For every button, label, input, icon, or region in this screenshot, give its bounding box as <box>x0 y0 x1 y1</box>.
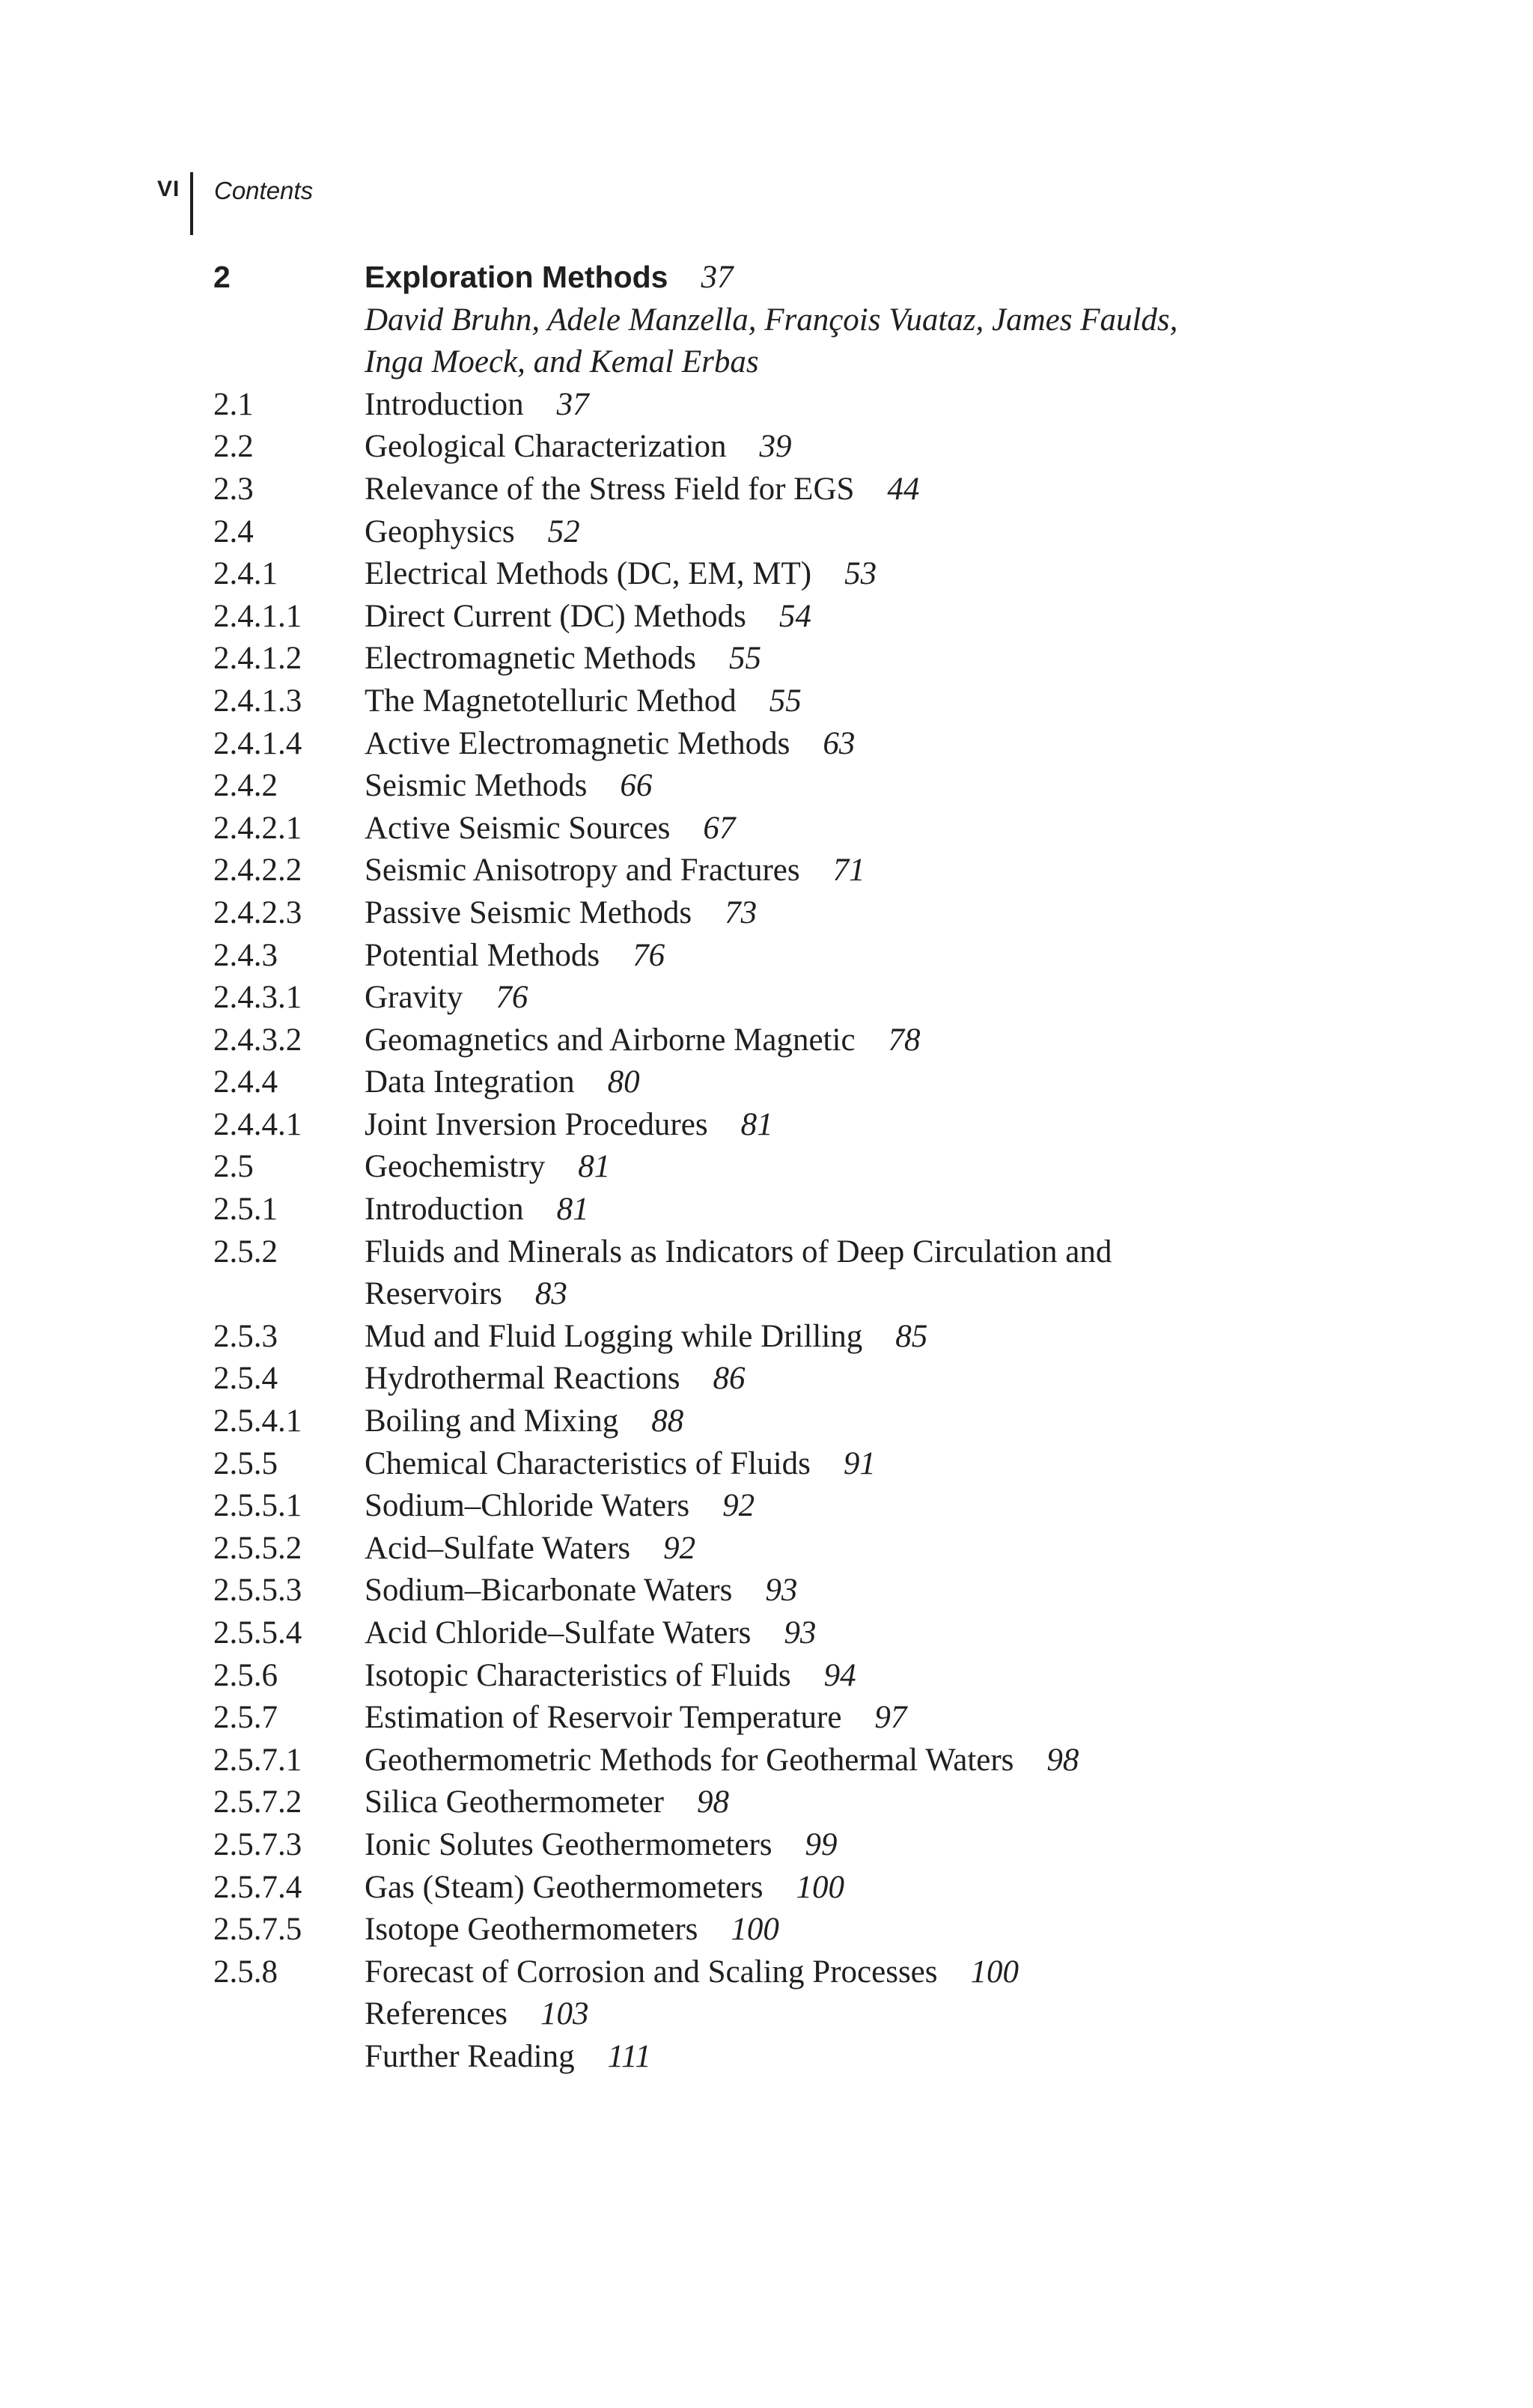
section-page: 76 <box>633 937 665 973</box>
section-title: Potential Methods <box>365 937 600 973</box>
section-line <box>365 977 1203 1019</box>
section-page: 53 <box>844 556 877 592</box>
section-number: 2.1 <box>213 386 254 422</box>
toc-entry[interactable] <box>213 1867 1261 1909</box>
section-line <box>365 1443 1203 1486</box>
toc-entry[interactable] <box>213 1316 1261 1359</box>
section-line <box>365 553 1203 596</box>
section-page: 52 <box>547 513 580 549</box>
header-divider <box>190 172 193 235</box>
section-line <box>365 935 1203 978</box>
section-page: 93 <box>765 1573 798 1609</box>
section-number: 2.4.1.1 <box>213 598 302 634</box>
section-line <box>365 1697 1203 1740</box>
toc-entry[interactable] <box>213 808 1261 850</box>
section-title: Chemical Characteristics of Fluids <box>365 1445 811 1481</box>
page-number: VI <box>157 177 180 201</box>
toc-entry[interactable] <box>213 1570 1261 1612</box>
section-line <box>365 1909 1203 1951</box>
section-number: 2.4.3.2 <box>213 1022 302 1058</box>
section-line <box>365 1316 1203 1359</box>
section-title: Sodium–Bicarbonate Waters <box>365 1573 733 1609</box>
section-title: Geological Characterization <box>365 429 727 465</box>
section-page: 111 <box>607 2038 651 2074</box>
section-line <box>365 1655 1203 1698</box>
section-page: 80 <box>607 1064 640 1100</box>
section-number: 2.5.5.3 <box>213 1573 302 1609</box>
toc-entry[interactable] <box>213 850 1261 892</box>
section-title: Acid Chloride–Sulfate Waters <box>365 1615 752 1650</box>
toc-entry[interactable] <box>213 1358 1261 1400</box>
section-title: Gravity <box>365 980 463 1016</box>
toc-entry[interactable] <box>213 1697 1261 1740</box>
section-title: Further Reading <box>365 2038 575 2074</box>
toc-entry[interactable] <box>213 596 1261 638</box>
section-title: Electrical Methods (DC, EM, MT) <box>365 556 812 592</box>
section-number: 2.4.1.3 <box>213 683 302 719</box>
toc-entry[interactable] <box>213 1612 1261 1655</box>
section-page: 55 <box>769 683 802 719</box>
section-page: 100 <box>731 1912 779 1948</box>
section-title: Boiling and Mixing <box>365 1403 619 1439</box>
section-page: 100 <box>796 1869 845 1905</box>
section-title: Relevance of the Stress Field for EGS <box>365 471 855 507</box>
section-line <box>365 469 1203 511</box>
section-number: 2.4.2.3 <box>213 894 302 930</box>
section-number: 2.5.3 <box>213 1318 278 1354</box>
section-number: 2.5.6 <box>213 1657 278 1693</box>
section-page: 66 <box>620 768 653 804</box>
section-number: 2.5 <box>213 1149 254 1185</box>
section-line <box>365 1485 1203 1528</box>
section-title: Data Integration <box>365 1064 575 1100</box>
section-title: Fluids and Minerals as Indicators of Deep Circulation and Reservoirs <box>365 1234 1112 1312</box>
section-number: 2.5.5.2 <box>213 1530 302 1566</box>
section-page: 54 <box>778 598 811 634</box>
section-line <box>365 1781 1203 1824</box>
toc-entry[interactable] <box>213 1061 1261 1104</box>
running-title: Contents <box>214 177 314 204</box>
section-title: Direct Current (DC) Methods <box>365 598 746 634</box>
section-title: Gas (Steam) Geothermometers <box>365 1869 764 1905</box>
section-title: Estimation of Reservoir Temperature <box>365 1700 842 1736</box>
section-page: 93 <box>784 1615 817 1650</box>
section-page: 55 <box>729 641 761 677</box>
section-page: 88 <box>651 1403 684 1439</box>
section-number: 2.5.7.5 <box>213 1912 302 1948</box>
section-title: Geophysics <box>365 513 515 549</box>
section-number: 2.5.2 <box>213 1234 278 1269</box>
section-title: Geothermometric Methods for Geothermal Waters <box>365 1742 1014 1778</box>
section-number: 2.4 <box>213 513 254 549</box>
toc-entry[interactable] <box>213 935 1261 978</box>
section-title: Joint Inversion Procedures <box>365 1106 708 1142</box>
section-line <box>365 1570 1203 1612</box>
toc-entry[interactable] <box>213 1781 1261 1824</box>
section-title: Active Seismic Sources <box>365 810 671 846</box>
section-page: 81 <box>556 1192 589 1228</box>
section-line <box>365 808 1203 850</box>
toc-entry[interactable] <box>213 638 1261 680</box>
section-line <box>365 723 1203 766</box>
section-title: Ionic Solutes Geothermometers <box>365 1826 772 1862</box>
section-title: Sodium–Chloride Waters <box>365 1488 690 1524</box>
section-title: Isotope Geothermometers <box>365 1912 698 1948</box>
section-page: 86 <box>713 1361 746 1397</box>
section-line <box>365 384 1203 427</box>
section-line <box>365 1061 1203 1104</box>
section-number: 2.4.1.2 <box>213 641 302 677</box>
section-line <box>365 1104 1203 1147</box>
section-line <box>365 638 1203 680</box>
section-page: 39 <box>759 429 792 465</box>
toc-entry[interactable] <box>213 680 1261 723</box>
section-title: Passive Seismic Methods <box>365 894 692 930</box>
section-title: Acid–Sulfate Waters <box>365 1530 631 1566</box>
section-number: 2.5.4.1 <box>213 1403 302 1439</box>
section-number: 2.4.2 <box>213 768 278 804</box>
section-page: 81 <box>578 1149 611 1185</box>
section-page: 85 <box>895 1318 928 1354</box>
section-title: The Magnetotelluric Method <box>365 683 737 719</box>
section-page: 37 <box>556 386 589 422</box>
section-number: 2.4.1 <box>213 556 278 592</box>
section-line <box>365 2036 1203 2079</box>
section-line <box>365 680 1203 723</box>
toc-entry[interactable] <box>213 765 1261 808</box>
section-number: 2.5.5.4 <box>213 1615 302 1650</box>
toc-entry[interactable] <box>213 384 1261 427</box>
section-number: 2.3 <box>213 471 254 507</box>
section-page: 103 <box>540 1996 589 2032</box>
section-page: 63 <box>823 725 856 761</box>
section-number: 2.5.5 <box>213 1445 278 1481</box>
section-number: 2.4.1.4 <box>213 725 302 761</box>
section-number: 2.5.4 <box>213 1361 278 1397</box>
chapter-authors: David Bruhn, Adele Manzella, François Vuataz, James Faulds, Inga Moeck, and Kemal Erbas <box>365 302 1178 380</box>
section-line <box>365 426 1203 469</box>
toc-entry[interactable] <box>213 1951 1261 1994</box>
table-of-contents <box>213 256 1261 2079</box>
section-page: 98 <box>1046 1742 1079 1778</box>
section-line <box>365 1951 1203 1994</box>
section-page: 100 <box>970 1954 1019 1990</box>
section-line <box>365 1867 1203 1909</box>
section-number: 2.5.7.4 <box>213 1869 302 1905</box>
section-title: Active Electromagnetic Methods <box>365 725 790 761</box>
section-line <box>365 511 1203 554</box>
section-number: 2.5.1 <box>213 1192 278 1228</box>
section-number: 2.5.7.3 <box>213 1826 302 1862</box>
section-number: 2.4.3 <box>213 937 278 973</box>
section-number: 2.5.7 <box>213 1700 278 1736</box>
section-page: 44 <box>887 471 920 507</box>
section-line <box>365 1528 1203 1570</box>
section-title: Silica Geothermometer <box>365 1784 664 1820</box>
toc-entry[interactable] <box>213 1485 1261 1528</box>
toc-entry-list <box>213 384 1261 2079</box>
chapter-page: 37 <box>701 260 734 295</box>
toc-entry[interactable] <box>213 1400 1261 1443</box>
section-line <box>365 1189 1203 1231</box>
section-title: References <box>365 1996 508 2032</box>
section-page: 81 <box>740 1106 773 1142</box>
section-number: 2.5.7.2 <box>213 1784 302 1820</box>
section-line <box>365 1146 1203 1189</box>
chapter-heading[interactable] <box>213 256 1261 299</box>
section-title: Forecast of Corrosion and Scaling Processes <box>365 1954 938 1990</box>
toc-entry[interactable] <box>213 892 1261 935</box>
toc-entry[interactable] <box>213 426 1261 469</box>
section-title: Seismic Anisotropy and Fractures <box>365 853 800 888</box>
section-page: 91 <box>843 1445 876 1481</box>
section-number: 2.2 <box>213 429 254 465</box>
toc-entry[interactable] <box>213 1824 1261 1867</box>
section-title: Mud and Fluid Logging while Drilling <box>365 1318 863 1354</box>
section-title: Electromagnetic Methods <box>365 641 696 677</box>
section-number: 2.4.4 <box>213 1064 278 1100</box>
toc-entry[interactable] <box>213 1146 1261 1189</box>
toc-entry[interactable] <box>213 1655 1261 1698</box>
section-line <box>365 1740 1203 1782</box>
section-line <box>365 765 1203 808</box>
section-number: 2.5.5.1 <box>213 1488 302 1524</box>
section-page: 97 <box>874 1700 907 1736</box>
section-line <box>365 1993 1203 2036</box>
toc-entry[interactable] <box>213 1104 1261 1147</box>
section-title: Introduction <box>365 1192 524 1228</box>
section-line <box>365 1358 1203 1400</box>
toc-entry[interactable] <box>213 511 1261 554</box>
section-line <box>365 596 1203 638</box>
chapter-title-line <box>365 256 1203 299</box>
section-line <box>365 1231 1203 1316</box>
section-line <box>365 1400 1203 1443</box>
toc-entry[interactable] <box>213 723 1261 766</box>
section-page: 92 <box>722 1488 755 1524</box>
toc-entry[interactable] <box>213 1993 1261 2036</box>
section-line <box>365 1019 1203 1062</box>
section-page: 83 <box>534 1276 567 1312</box>
chapter-title: Exploration Methods <box>365 260 668 294</box>
toc-entry[interactable] <box>213 1909 1261 1951</box>
section-title: Geochemistry <box>365 1149 546 1185</box>
section-line <box>365 850 1203 892</box>
section-line <box>365 1612 1203 1655</box>
section-page: 67 <box>703 810 736 846</box>
toc-entry[interactable] <box>213 469 1261 511</box>
toc-entry[interactable] <box>213 1019 1261 1062</box>
section-title: Geomagnetics and Airborne Magnetic <box>365 1022 856 1058</box>
section-page: 71 <box>832 853 865 888</box>
chapter-number: 2 <box>213 260 231 294</box>
section-number: 2.4.2.2 <box>213 853 302 888</box>
section-title: Introduction <box>365 386 524 422</box>
toc-entry[interactable] <box>213 1231 1261 1316</box>
section-number: 2.4.4.1 <box>213 1106 302 1142</box>
toc-entry[interactable] <box>213 1443 1261 1486</box>
toc-entry[interactable] <box>213 1528 1261 1570</box>
section-page: 92 <box>663 1530 696 1566</box>
toc-entry[interactable] <box>213 553 1261 596</box>
section-page: 78 <box>888 1022 921 1058</box>
section-number: 2.5.8 <box>213 1954 278 1990</box>
section-page: 94 <box>823 1657 856 1693</box>
section-number: 2.4.3.1 <box>213 980 302 1016</box>
section-page: 76 <box>496 980 528 1016</box>
section-page: 98 <box>697 1784 729 1820</box>
toc-entry[interactable] <box>213 1740 1261 1782</box>
section-line <box>365 1824 1203 1867</box>
section-number: 2.5.7.1 <box>213 1742 302 1778</box>
toc-entry[interactable] <box>213 977 1261 1019</box>
toc-entry[interactable] <box>213 1189 1261 1231</box>
section-title: Seismic Methods <box>365 768 588 804</box>
toc-entry[interactable] <box>213 2036 1261 2079</box>
section-page: 99 <box>805 1826 838 1862</box>
section-number: 2.4.2.1 <box>213 810 302 846</box>
section-title: Hydrothermal Reactions <box>365 1361 680 1397</box>
section-title: Isotopic Characteristics of Fluids <box>365 1657 791 1693</box>
section-line <box>365 892 1203 935</box>
section-page: 73 <box>725 894 758 930</box>
